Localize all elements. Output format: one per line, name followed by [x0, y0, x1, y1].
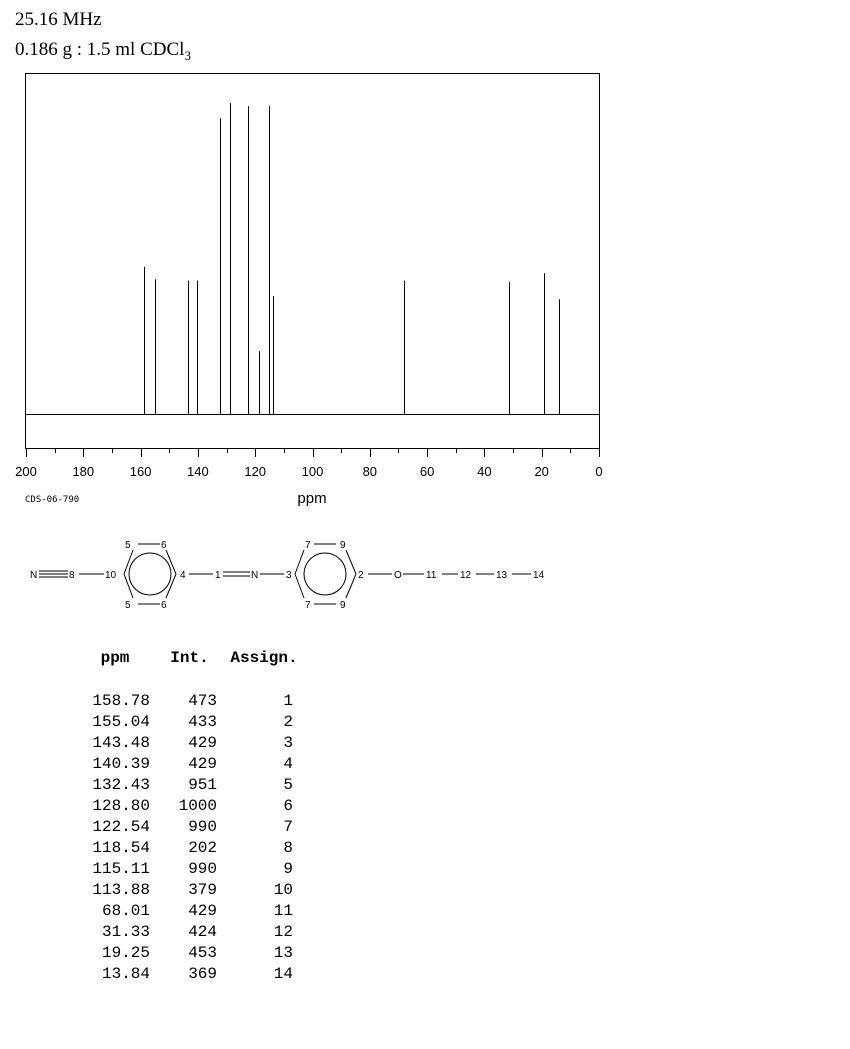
table-row	[70, 921, 301, 942]
x-tick-label: 160	[129, 464, 152, 479]
table-body	[70, 690, 301, 984]
atom-13: 13	[496, 570, 508, 581]
table-row	[70, 879, 301, 900]
atom-1: 1	[215, 570, 221, 581]
atom-7-top: 7	[305, 540, 311, 551]
table-row	[70, 690, 301, 711]
table-row	[70, 732, 301, 753]
cell-assign: 6	[283, 796, 293, 815]
table-row	[70, 837, 301, 858]
nitrile-bond	[39, 571, 68, 577]
benzene-ring-left	[124, 544, 176, 604]
atom-6-bottom: 6	[161, 600, 167, 611]
atom-9-top: 9	[340, 540, 346, 551]
cell-ppm: 113.88	[92, 880, 150, 899]
cell-ppm: 122.54	[92, 817, 150, 836]
x-tick-label: 80	[362, 464, 378, 479]
cell-assign: 5	[283, 775, 293, 794]
cell-ppm: 19.25	[101, 943, 150, 962]
atom-12: 12	[460, 570, 472, 581]
x-tick-label: 100	[301, 464, 324, 479]
cell-assign: 4	[283, 754, 293, 773]
cell-int: 202	[188, 838, 217, 857]
sample-main-text: 0.186 g : 1.5 ml CDCl	[15, 39, 185, 60]
cell-ppm: 13.84	[101, 964, 150, 983]
cell-int: 379	[188, 880, 217, 899]
x-tick-label: 120	[244, 464, 267, 479]
cell-assign: 2	[283, 712, 293, 731]
atom-8: 8	[69, 570, 75, 581]
table-row	[70, 942, 301, 963]
chemical-structure	[0, 520, 620, 630]
header-ppm: ppm	[100, 648, 130, 667]
atom-11: 11	[426, 570, 437, 581]
x-tick-label: 60	[419, 464, 435, 479]
cell-assign: 13	[273, 943, 293, 962]
cell-assign: 1	[283, 691, 293, 710]
atom-n-azo: N	[251, 570, 259, 581]
table-row	[70, 900, 301, 921]
cell-ppm: 155.04	[92, 712, 150, 731]
cell-ppm: 68.01	[101, 901, 150, 920]
x-tick-label: 200	[15, 464, 37, 479]
table-row	[70, 711, 301, 732]
cell-assign: 8	[283, 838, 293, 857]
cell-ppm: 158.78	[92, 691, 150, 710]
cell-assign: 7	[283, 817, 293, 836]
peak-table	[70, 646, 301, 984]
cell-assign: 3	[283, 733, 293, 752]
x-axis	[15, 449, 602, 479]
cell-ppm: 115.11	[92, 859, 150, 878]
header-int: Int.	[170, 648, 209, 667]
cell-assign: 11	[273, 901, 293, 920]
atom-7-bottom: 7	[305, 600, 311, 611]
atom-o: O	[394, 570, 402, 581]
atom-4: 4	[180, 570, 186, 581]
table-row	[70, 963, 301, 984]
atom-n-nitrile: N	[30, 570, 38, 581]
table-row	[70, 795, 301, 816]
x-tick-label: 140	[187, 464, 209, 479]
cell-ppm: 128.80	[92, 796, 150, 815]
cell-int: 453	[188, 943, 217, 962]
cell-int: 369	[188, 964, 217, 983]
plot-frame	[26, 74, 600, 449]
frequency-label: 25.16 MHz	[15, 9, 102, 30]
table-row	[70, 816, 301, 837]
cell-ppm: 132.43	[92, 775, 150, 794]
header-assign: Assign.	[230, 648, 298, 667]
atom-9-bottom: 9	[340, 600, 346, 611]
cell-int: 429	[188, 733, 217, 752]
nmr-spectrum-chart	[0, 0, 620, 515]
x-tick-label: 40	[477, 464, 492, 479]
cell-int: 1000	[178, 796, 217, 815]
peaks-group	[145, 103, 560, 414]
atom-3: 3	[286, 570, 292, 581]
cell-ppm: 143.48	[92, 733, 150, 752]
sample-subscript: 3	[184, 47, 191, 63]
atom-2: 2	[358, 570, 364, 581]
azo-double-bond	[223, 572, 250, 576]
cell-int: 951	[188, 775, 217, 794]
benzene-ring-right	[295, 544, 356, 604]
cell-assign: 12	[273, 922, 293, 941]
table-row	[70, 774, 301, 795]
table-row	[70, 753, 301, 774]
atom-10: 10	[105, 570, 117, 581]
atom-14: 14	[533, 570, 545, 581]
cell-int: 990	[188, 859, 217, 878]
spectrum-id-label: CDS-06-790	[25, 495, 80, 505]
cell-ppm: 140.39	[92, 754, 150, 773]
cell-int: 429	[188, 754, 217, 773]
table-row	[70, 858, 301, 879]
cell-int: 429	[188, 901, 217, 920]
x-tick-label: 0	[595, 464, 603, 479]
cell-ppm: 118.54	[92, 838, 150, 857]
cell-ppm: 31.33	[101, 922, 150, 941]
atom-6-top: 6	[161, 540, 167, 551]
table-header-row	[70, 646, 301, 669]
cell-assign: 14	[273, 964, 293, 983]
atom-5-bottom: 5	[125, 600, 131, 611]
cell-assign: 10	[273, 880, 293, 899]
cell-int: 990	[188, 817, 217, 836]
x-axis-label: ppm	[297, 490, 327, 507]
cell-int: 433	[188, 712, 217, 731]
x-tick-label: 180	[72, 464, 95, 479]
x-tick-label: 20	[534, 464, 549, 479]
cell-int: 424	[188, 922, 217, 941]
table-spacer-row	[70, 669, 301, 690]
cell-assign: 9	[283, 859, 293, 878]
atom-5-top: 5	[125, 540, 131, 551]
cell-int: 473	[188, 691, 217, 710]
